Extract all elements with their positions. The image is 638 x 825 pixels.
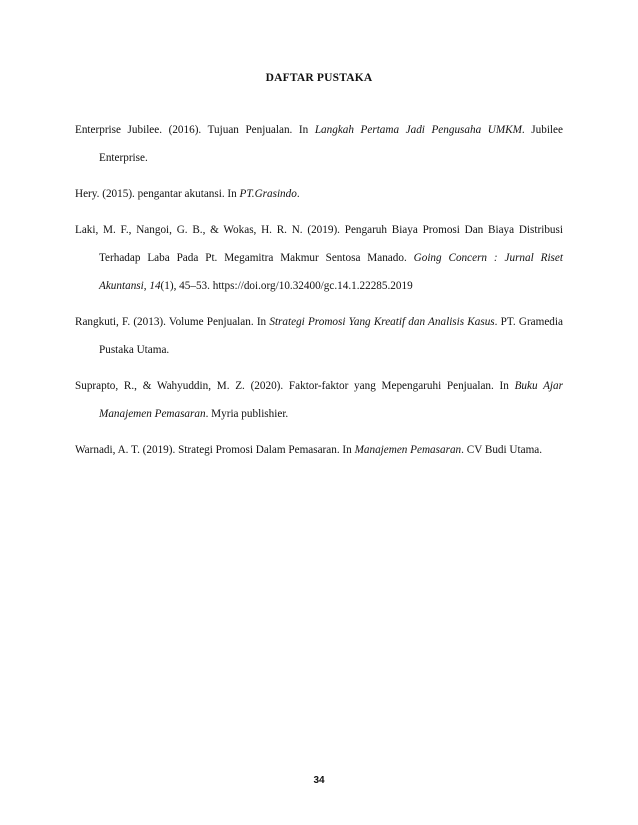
page-number: 34 (313, 775, 325, 786)
reference-entry (75, 180, 563, 208)
reference-source-title: PT.Grasindo (239, 188, 297, 200)
reference-list (75, 116, 563, 472)
reference-text: Enterprise Jubilee. (2016). Tujuan Penjualan. In (75, 124, 315, 136)
reference-entry (75, 308, 563, 364)
reference-text: Rangkuti, F. (2013). Volume Penjualan. In (75, 316, 270, 328)
reference-text: Laki, M. F., Nangoi, G. B., & Wokas, H. R. N. (2019). Pengaruh Biaya Promosi Dan Biaya Distribusi Terhadap Laba Pada Pt. Megamitra Makmur Sentosa Manado. (75, 224, 563, 264)
reference-source-title: Strategi Promosi Yang Kreatif dan Analisis Kasus (269, 316, 495, 328)
reference-volume: 14 (149, 280, 161, 292)
reference-source-title: Going Concern : Jurnal Riset Akuntansi (99, 252, 563, 292)
reference-text: Suprapto, R., & Wahyuddin, M. Z. (2020). Faktor-faktor yang Mepengaruhi Penjualan. In (75, 380, 515, 392)
reference-text: . Jubilee Enterprise. (99, 124, 563, 164)
reference-source-title: Langkah Pertama Jadi Pengusaha UMKM (314, 124, 522, 136)
page-title: DAFTAR PUSTAKA (265, 72, 373, 84)
reference-text: . PT. Gramedia Pustaka Utama. (99, 316, 563, 356)
reference-source-title: Manajemen Pemasaran (354, 444, 462, 456)
reference-entry (75, 372, 563, 428)
reference-text: Warnadi, A. T. (2019). Strategi Promosi Dalam Pemasaran. In (75, 444, 355, 456)
reference-source-title: Buku Ajar Manajemen Pemasaran (99, 380, 563, 420)
reference-text: . CV Budi Utama. (461, 444, 543, 456)
reference-text: , (143, 280, 150, 292)
reference-text: . Myria publishier. (205, 408, 289, 420)
reference-text: (1), 45–53. https://doi.org/10.32400/gc.14.1.22285.2019 (160, 280, 413, 292)
reference-entry (75, 216, 563, 300)
reference-text: . (296, 188, 300, 200)
reference-entry (75, 116, 563, 172)
reference-text: Hery. (2015). pengantar akutansi. In (75, 188, 240, 200)
reference-entry (75, 436, 563, 464)
